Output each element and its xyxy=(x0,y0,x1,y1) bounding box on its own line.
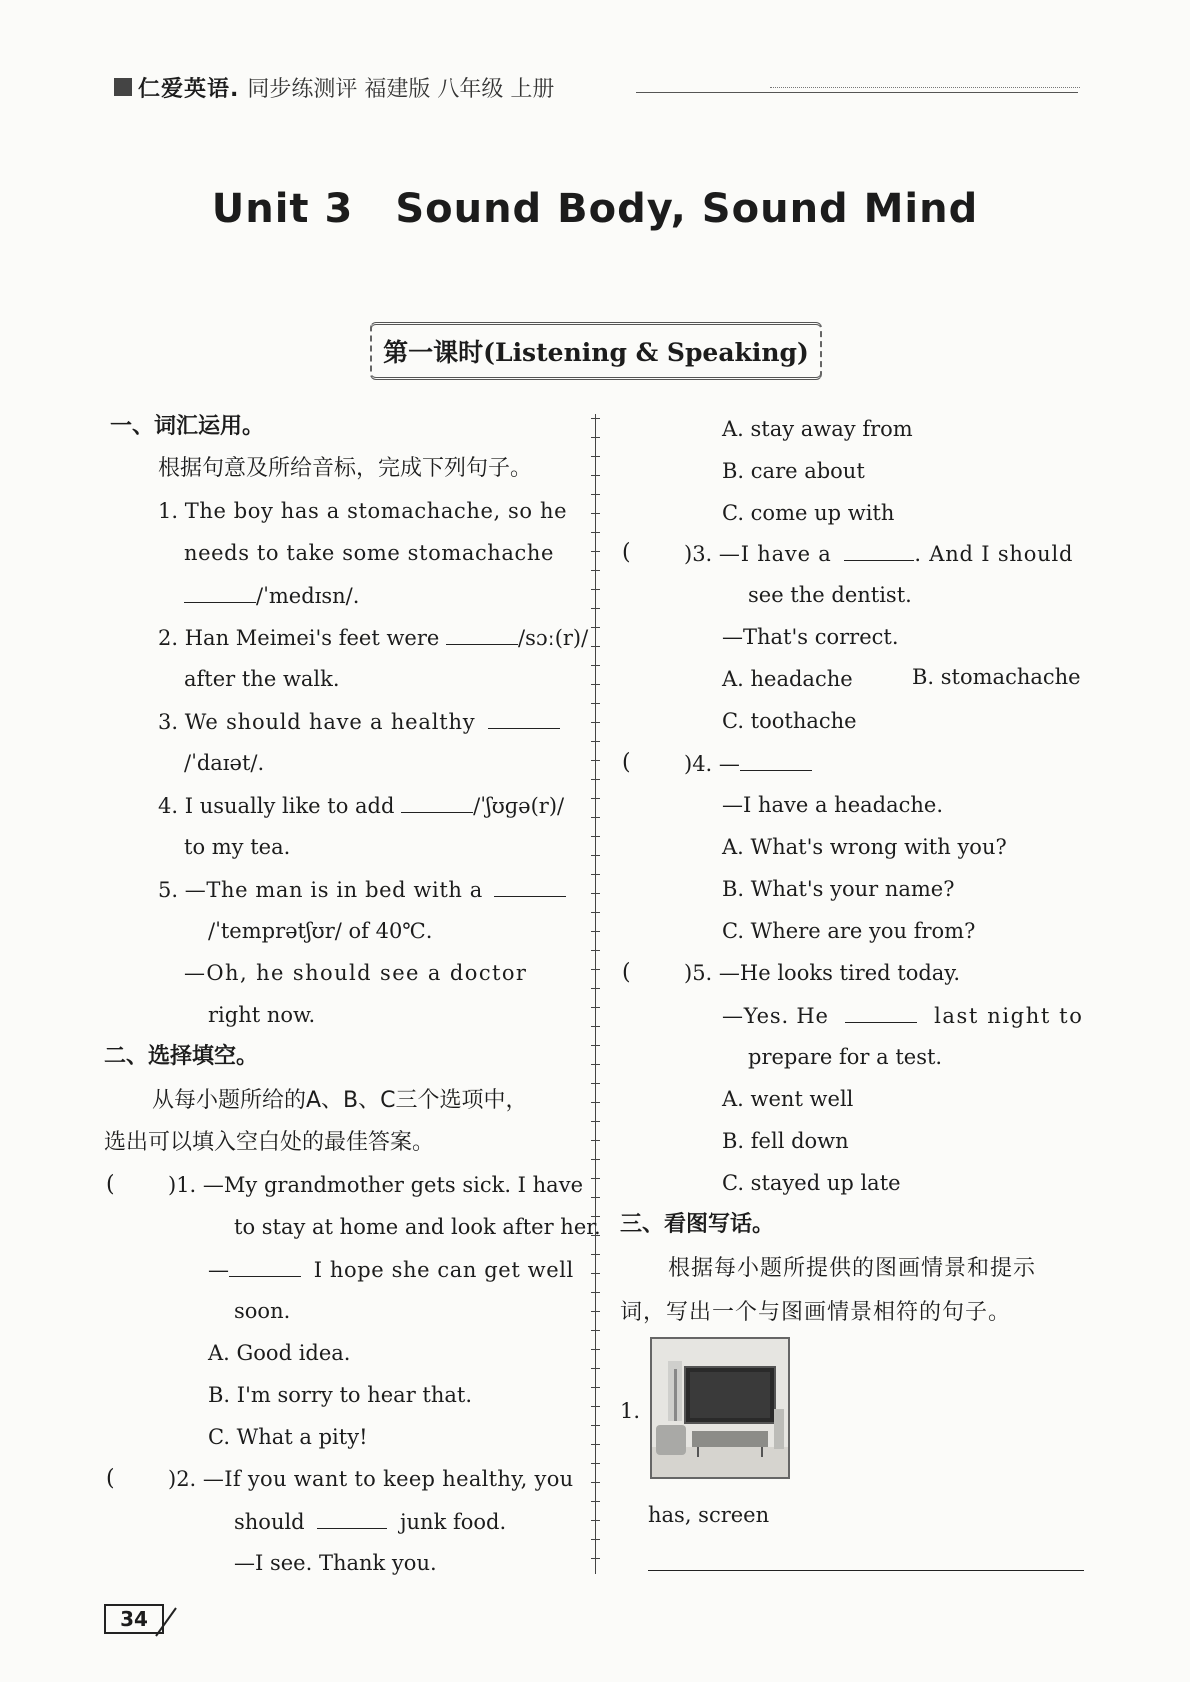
vocab-item-2 xyxy=(158,622,588,653)
option-c[interactable]: C. stayed up late xyxy=(722,1171,901,1195)
divider-tick xyxy=(591,874,600,875)
divider-tick xyxy=(591,969,600,970)
item-number: 3. xyxy=(158,710,179,734)
answer-blank[interactable] xyxy=(845,1000,917,1023)
option-a[interactable]: A. Good idea. xyxy=(208,1341,351,1365)
option-c[interactable]: C. What a pity! xyxy=(208,1425,368,1449)
option-a[interactable]: A. headache xyxy=(722,667,853,691)
divider-tick xyxy=(591,608,600,609)
header-dotted-rule xyxy=(770,87,1080,88)
question-text: —My grandmother gets sick. I have xyxy=(202,1173,583,1197)
divider-tick xyxy=(591,1349,600,1350)
divider-tick xyxy=(591,1292,600,1293)
divider-tick xyxy=(591,722,600,723)
divider-tick xyxy=(591,1121,600,1122)
mc-question-5-line2: —Yes. He last night to xyxy=(722,1000,1083,1031)
section3-instruction-2: 词，写出一个与图画情景相符的句子。 xyxy=(620,1300,1012,1325)
column-divider xyxy=(595,414,596,1574)
page-number: 34 xyxy=(104,1604,164,1634)
divider-tick xyxy=(591,456,600,457)
divider-tick xyxy=(591,1273,600,1274)
mc-question-2-line3: —I see. Thank you. xyxy=(234,1551,437,1575)
lesson-banner-text: 第一课时(Listening & Speaking) xyxy=(383,338,809,367)
item-number: 4. xyxy=(158,794,179,818)
picture-item-number: 1. xyxy=(620,1399,641,1423)
divider-tick xyxy=(591,836,600,837)
section3-instruction-1: 根据每小题所提供的图画情景和提示 xyxy=(668,1256,1037,1281)
answer-blank[interactable] xyxy=(844,538,914,561)
divider-tick xyxy=(591,589,600,590)
divider-tick xyxy=(591,950,600,951)
vocab-item-1-line3 xyxy=(184,580,359,611)
item-text: The boy has a stomachache, so he xyxy=(184,499,568,523)
mc-question-5-line3: prepare for a test. xyxy=(748,1045,943,1069)
divider-tick xyxy=(591,1045,600,1046)
vocab-item-1-line2: needs to take some stomachache xyxy=(184,541,555,565)
item-number: 5. xyxy=(158,878,179,902)
tv-illustration xyxy=(652,1339,788,1477)
mc-question-2 xyxy=(168,1464,573,1494)
divider-tick xyxy=(591,1482,600,1483)
section1-heading: 一、词汇运用。 xyxy=(110,414,265,439)
mc-question-2-line2: should junk food. xyxy=(234,1506,506,1537)
mc-question-3: )3. —I have a . And I should xyxy=(684,538,1073,569)
section2-heading: 二、选择填空。 xyxy=(104,1044,259,1069)
page-header xyxy=(114,70,554,104)
answer-blank[interactable] xyxy=(494,874,566,897)
answer-blank[interactable] xyxy=(446,622,518,645)
divider-tick xyxy=(591,1520,600,1521)
option-b[interactable]: B. I'm sorry to hear that. xyxy=(208,1383,473,1407)
divider-tick xyxy=(591,1539,600,1540)
divider-tick xyxy=(591,532,600,533)
divider-tick xyxy=(591,817,600,818)
option-b[interactable]: B. fell down xyxy=(722,1129,849,1153)
divider-tick xyxy=(591,646,600,647)
divider-tick xyxy=(591,779,600,780)
divider-tick xyxy=(591,475,600,476)
header-subtitle: 同步练测评 福建版 八年级 上册 xyxy=(247,76,555,102)
section3-heading: 三、看图写话。 xyxy=(620,1212,775,1237)
vocab-item-4-line2: to my tea. xyxy=(184,835,291,859)
question-number: )2. xyxy=(168,1467,197,1491)
divider-tick xyxy=(591,893,600,894)
answer-blank[interactable] xyxy=(184,580,256,603)
answer-paren[interactable]: ( xyxy=(622,750,631,775)
option-b[interactable]: B. What's your name? xyxy=(722,877,955,901)
divider-tick xyxy=(591,627,600,628)
option-b[interactable]: B. care about xyxy=(722,459,865,483)
answer-blank[interactable] xyxy=(488,706,560,729)
option-c[interactable]: C. toothache xyxy=(722,709,857,733)
divider-tick xyxy=(591,1387,600,1388)
divider-tick xyxy=(591,437,600,438)
answer-writing-line[interactable] xyxy=(648,1570,1084,1571)
answer-blank[interactable] xyxy=(229,1254,301,1277)
question-number: )1. xyxy=(168,1173,197,1197)
header-rule xyxy=(636,92,1078,93)
vocab-item-2-line2: after the walk. xyxy=(184,667,340,691)
unit-number: Unit 3 xyxy=(211,186,354,232)
vocab-item-5-line4: right now. xyxy=(208,1003,316,1027)
mc-question-1-line2: to stay at home and look after her. xyxy=(234,1215,601,1239)
unit-title xyxy=(0,186,1190,232)
divider-tick xyxy=(591,1064,600,1065)
mc-question-4: )4. — xyxy=(684,748,812,779)
divider-tick xyxy=(591,1311,600,1312)
divider-tick xyxy=(591,684,600,685)
option-c[interactable]: C. come up with xyxy=(722,501,895,525)
phonetic: /ˈʃʊɡə(r)/ xyxy=(473,794,565,818)
vocab-item-5-line3: —Oh, he should see a doctor xyxy=(184,961,528,985)
section2-instruction-2: 选出可以填入空白处的最佳答案。 xyxy=(104,1130,435,1155)
divider-tick xyxy=(591,1444,600,1445)
question-number: )5. xyxy=(684,961,713,985)
divider-tick xyxy=(591,665,600,666)
divider-tick xyxy=(591,513,600,514)
mc-question-3-line3: —That's correct. xyxy=(722,625,899,649)
divider-tick xyxy=(591,1463,600,1464)
answer-blank[interactable] xyxy=(317,1506,387,1529)
page-number-slash-icon xyxy=(150,1600,190,1640)
divider-tick xyxy=(591,1406,600,1407)
vocab-item-3-phonetic: /ˈdaɪət/. xyxy=(184,751,265,775)
divider-tick xyxy=(591,1425,600,1426)
vocab-item-5 xyxy=(158,874,566,905)
option-a[interactable]: A. went well xyxy=(722,1087,854,1111)
answer-paren[interactable]: ( xyxy=(622,960,631,985)
answer-blank[interactable] xyxy=(401,790,473,813)
section1-instruction: 根据句意及所给音标，完成下列句子。 xyxy=(158,456,533,481)
vocab-item-3 xyxy=(158,706,560,737)
divider-tick xyxy=(591,760,600,761)
divider-tick xyxy=(591,551,600,552)
question-number: )3. xyxy=(684,542,713,566)
item-number: 2. xyxy=(158,626,179,650)
divider-tick xyxy=(591,494,600,495)
vocab-item-4 xyxy=(158,790,564,821)
item-text: —The man is in bed with a xyxy=(184,878,483,902)
option-a[interactable]: A. What's wrong with you? xyxy=(722,835,1007,859)
divider-tick xyxy=(591,988,600,989)
mc-question-1-line4: soon. xyxy=(234,1299,291,1323)
divider-tick xyxy=(591,570,600,571)
lesson-banner xyxy=(370,322,822,380)
phonetic: /sɔː(r)/ xyxy=(518,626,589,650)
divider-tick xyxy=(591,1102,600,1103)
header-brand: 仁爱英语. xyxy=(138,76,240,102)
mc-question-1-line3: — I hope she can get well xyxy=(208,1254,574,1285)
divider-tick xyxy=(591,1501,600,1502)
mc-question-1 xyxy=(168,1170,583,1200)
divider-tick xyxy=(591,1083,600,1084)
mc-question-4-line2: —I have a headache. xyxy=(722,793,944,817)
divider-tick xyxy=(591,741,600,742)
answer-paren[interactable]: ( xyxy=(106,1172,115,1197)
divider-tick xyxy=(591,1330,600,1331)
divider-tick xyxy=(591,1197,600,1198)
divider-tick xyxy=(591,1140,600,1141)
vocab-item-5-line2: /ˈtemprətʃʊr/ of 40℃. xyxy=(208,919,433,943)
divider-tick xyxy=(591,1159,600,1160)
question-number: )4. xyxy=(684,752,713,776)
divider-tick xyxy=(591,855,600,856)
item-text: Han Meimei's feet were xyxy=(184,626,440,650)
mc-question-5: )5. —He looks tired today. xyxy=(684,961,961,985)
answer-paren[interactable]: ( xyxy=(622,540,631,565)
item-number: 1. xyxy=(158,499,179,523)
divider-tick xyxy=(591,703,600,704)
option-a[interactable]: A. stay away from xyxy=(722,417,913,441)
item-text: I usually like to add xyxy=(184,794,395,818)
question-text: —If you want to keep healthy, you xyxy=(202,1467,574,1491)
phonetic: /ˈmedɪsn/. xyxy=(256,584,360,608)
divider-tick xyxy=(591,1007,600,1008)
divider-tick xyxy=(591,1026,600,1027)
option-c[interactable]: C. Where are you from? xyxy=(722,919,976,943)
picture-hint-words: has, screen xyxy=(648,1503,770,1527)
divider-tick xyxy=(591,1558,600,1559)
mc-question-3-line2: see the dentist. xyxy=(748,583,912,607)
answer-blank[interactable] xyxy=(740,748,812,771)
unit-name: Sound Body, Sound Mind xyxy=(395,186,979,232)
divider-tick xyxy=(591,912,600,913)
divider-tick xyxy=(591,418,600,419)
item-text: We should have a healthy xyxy=(184,710,476,734)
divider-tick xyxy=(591,931,600,932)
divider-tick xyxy=(591,1368,600,1369)
divider-tick xyxy=(591,1254,600,1255)
option-b[interactable]: B. stomachache xyxy=(912,665,1081,689)
divider-tick xyxy=(591,1178,600,1179)
vocab-item-1 xyxy=(158,496,567,526)
answer-paren[interactable]: ( xyxy=(106,1466,115,1491)
living-room-tv-picture xyxy=(650,1337,790,1479)
header-square-icon xyxy=(114,78,132,96)
divider-tick xyxy=(591,798,600,799)
section2-instruction-1: 从每小题所给的A、B、C三个选项中， xyxy=(152,1088,528,1113)
